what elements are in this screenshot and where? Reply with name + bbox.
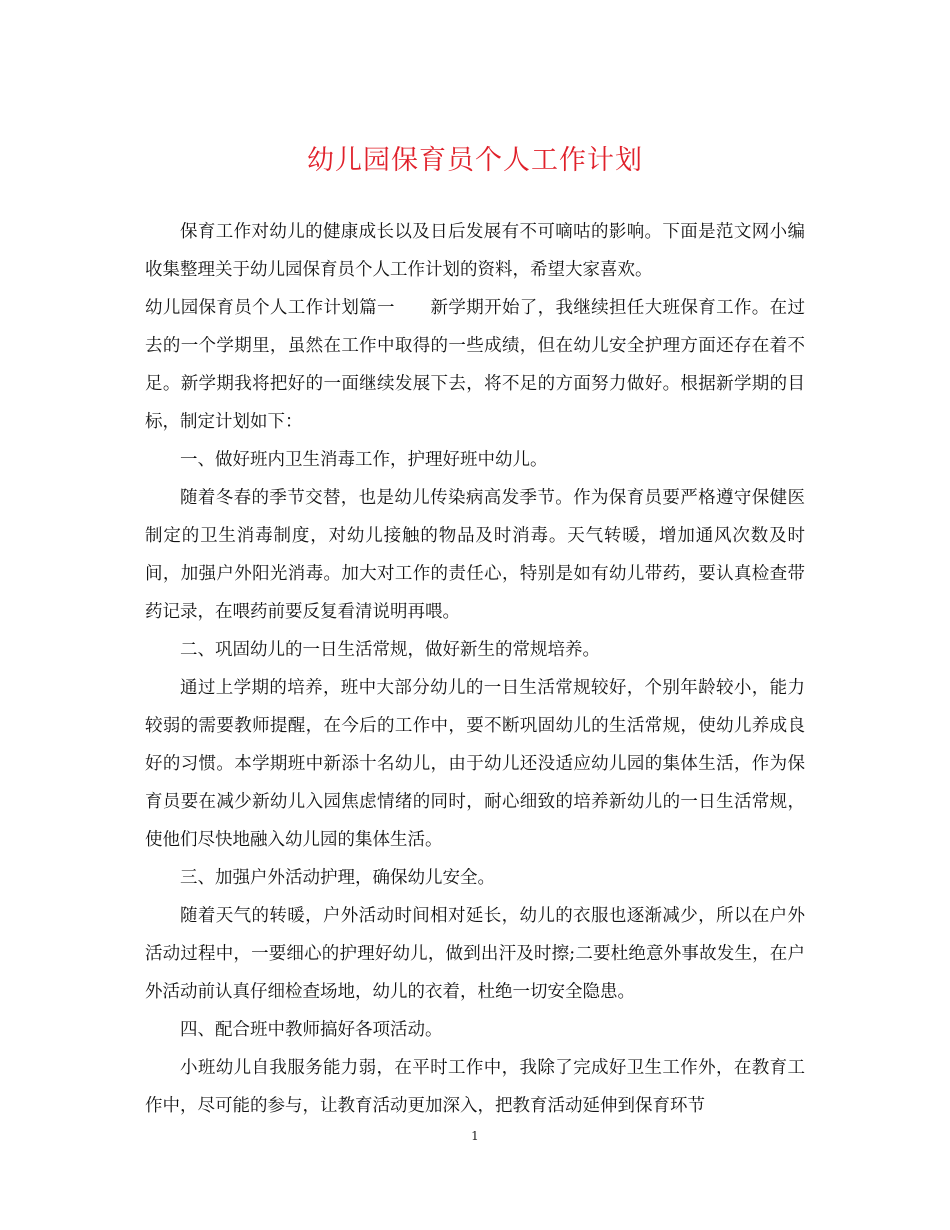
paragraph: 幼儿园保育员个人工作计划篇一 新学期开始了，我继续担任大班保育工作。在过去的一个学期里，虽然在工作中取得的一些成绩，但在幼儿安全护理方面还存在着不足。新学期我将把好的一面继续发展下去，将不足的方面努力做好。根据新学期的目标，制定计划如下： bbox=[145, 298, 805, 432]
paragraph: 保育工作对幼儿的健康成长以及日后发展有不可嘀咕的影响。下面是范文网小编收集整理关于幼儿园保育员个人工作计划的资料，希望大家喜欢。 bbox=[145, 222, 805, 280]
paragraph: 随着冬春的季节交替，也是幼儿传染病高发季节。作为保育员要严格遵守保健医制定的卫生消毒制度，对幼儿接触的物品及时消毒。天气转暖，增加通风次数及时间，加强户外阳光消毒。加大对工作的责任心，特别是如有幼儿带药，要认真检查带药记录，在喂药前要反复看清说明再喂。 bbox=[145, 488, 805, 622]
document-title: 幼儿园保育员个人工作计划 bbox=[307, 145, 643, 176]
section-heading: 四、配合班中教师搞好各项活动。 bbox=[180, 1020, 443, 1040]
section-heading: 二、巩固幼儿的一日生活常规，做好新生的常规培养。 bbox=[180, 640, 600, 660]
paragraph: 随着天气的转暖，户外活动时间相对延长，幼儿的衣服也逐渐减少，所以在户外活动过程中，一要细心的护理好幼儿，做到出汗及时擦;二要杜绝意外事故发生，在户外活动前认真仔细检查场地，幼儿的衣着，杜绝一切安全隐患。 bbox=[145, 906, 805, 1002]
paragraph: 通过上学期的培养，班中大部分幼儿的一日生活常规较好，个别年龄较小，能力较弱的需要教师提醒，在今后的工作中，要不断巩固幼儿的生活常规，使幼儿养成良好的习惯。本学期班中新添十名幼儿，由于幼儿还没适应幼儿园的集体生活，作为保育员要在减少新幼儿入园焦虑情绪的同时，耐心细致的培养新幼儿的一日生活常规，使他们尽快地融入幼儿园的集体生活。 bbox=[145, 678, 805, 850]
page-number: 1 bbox=[471, 1129, 479, 1143]
section-heading: 三、加强户外活动护理，确保幼儿安全。 bbox=[180, 868, 495, 888]
paragraph: 小班幼儿自我服务能力弱，在平时工作中，我除了完成好卫生工作外，在教育工作中，尽可能的参与，让教育活动更加深入，把教育活动延伸到保育环节 bbox=[145, 1058, 805, 1116]
section-heading: 一、做好班内卫生消毒工作，护理好班中幼儿。 bbox=[180, 450, 548, 470]
document-body bbox=[145, 213, 805, 1125]
